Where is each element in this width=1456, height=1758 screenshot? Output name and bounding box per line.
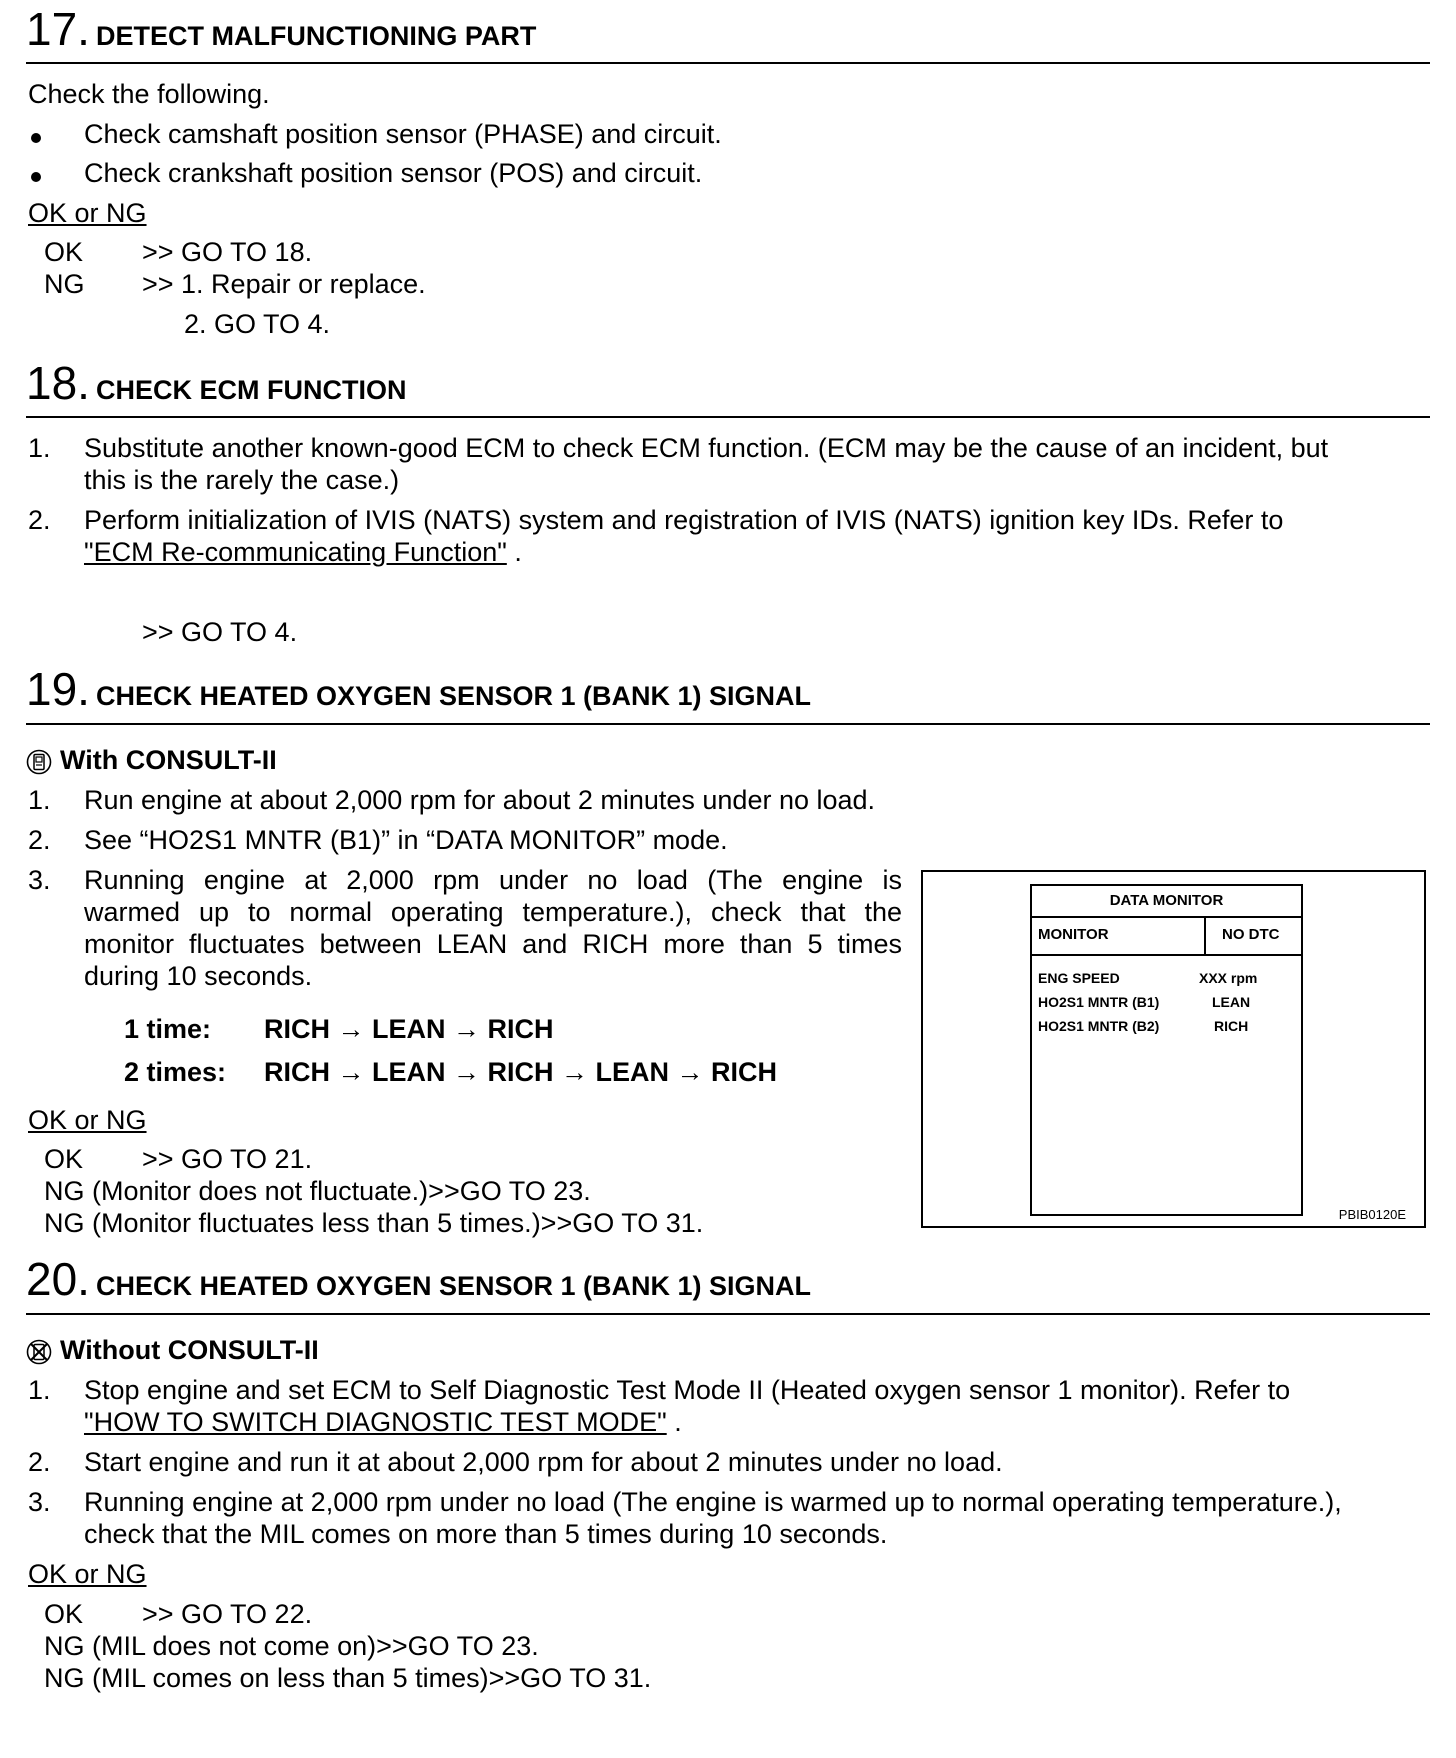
step-number: 17.: [26, 3, 90, 55]
ok-or-ng-label: OK or NG: [28, 1105, 147, 1135]
data-monitor-figure: [921, 870, 1426, 1228]
ok-action: >> GO TO 21.: [142, 1144, 313, 1174]
list-number: 3.: [28, 865, 51, 895]
step-17-intro: Check the following.: [28, 79, 270, 109]
one-time-sequence: RICH → LEAN → RICH: [264, 1014, 554, 1044]
step-20-item-2: Start engine and run it at about 2,000 rpm for about 2 minutes under no load.: [84, 1447, 1003, 1477]
step-18-item-2-line-2: [84, 536, 522, 568]
step-18-item-1-line-2: this is the rarely the case.): [84, 465, 400, 495]
step-17-heading: [26, 3, 537, 55]
row-1-value: XXX rpm: [1199, 970, 1258, 986]
step-17-bullet-2: Check crankshaft position sensor (POS) and circuit.: [84, 158, 703, 188]
step-number: 20.: [26, 1253, 90, 1305]
with-consult-text: With CONSULT-II: [60, 745, 277, 775]
row-3-value: RICH: [1214, 1018, 1249, 1034]
one-time-label: 1 time:: [124, 1014, 212, 1044]
step-19-item-1: Run engine at about 2,000 rpm for about 2 minutes under no load.: [84, 785, 876, 815]
ok-or-ng-label: OK or NG: [28, 1559, 147, 1589]
link-trailing-period: .: [666, 1407, 682, 1437]
step-20-heading: [26, 1253, 812, 1305]
switch-diagnostic-mode-link[interactable]: "HOW TO SWITCH DIAGNOSTIC TEST MODE": [84, 1407, 667, 1437]
list-number: 3.: [28, 1487, 51, 1517]
with-consult-label: [26, 744, 277, 776]
row-2-name: HO2S1 MNTR (B1): [1038, 994, 1160, 1010]
list-number: 1.: [28, 433, 51, 463]
ok-action: >> GO TO 18.: [142, 237, 313, 267]
step-19-item-3-line-3: monitor fluctuates between LEAN and RICH more than 5 times: [84, 929, 902, 959]
ok-label: OK: [44, 1144, 84, 1174]
step-19-item-3-line-2: warmed up to normal operating temperature.), check that the: [84, 897, 902, 927]
step-title: DETECT MALFUNCTIONING PART: [95, 21, 537, 51]
header-divider: [1204, 916, 1206, 954]
without-consult-text: Without CONSULT-II: [60, 1335, 319, 1365]
ok-or-ng-label: OK or NG: [28, 198, 147, 228]
ok-label: OK: [44, 1599, 84, 1629]
ng-action-1: >> 1. Repair or replace.: [142, 269, 426, 299]
row-2-value: LEAN: [1212, 994, 1251, 1010]
step-19-item-3-line-1: Running engine at 2,000 rpm under no load (The engine is: [84, 865, 902, 895]
list-number: 1.: [28, 1375, 51, 1405]
step-number: 18.: [26, 357, 90, 409]
list-number: 2.: [28, 825, 51, 855]
step-title: CHECK ECM FUNCTION: [95, 375, 407, 405]
no-consult-icon: [26, 1339, 52, 1365]
link-trailing-period: .: [506, 537, 522, 567]
section-divider: [26, 416, 1430, 418]
step-17-bullet-1: Check camshaft position sensor (PHASE) and circuit.: [84, 119, 722, 149]
consult-tool-icon: [26, 749, 52, 775]
ng-action-2: NG (Monitor fluctuates less than 5 times.)>>GO TO 31.: [44, 1208, 704, 1238]
screen-title: DATA MONITOR: [1032, 886, 1301, 918]
data-monitor-screen: [1030, 884, 1303, 1216]
ng-action-2: 2. GO TO 4.: [184, 309, 331, 339]
two-times-label: 2 times:: [124, 1057, 227, 1087]
section-divider: [26, 62, 1430, 64]
bullet-icon: [31, 172, 41, 182]
step-19-item-3-line-4: during 10 seconds.: [84, 961, 313, 991]
step-number: 19.: [26, 663, 90, 715]
two-times-sequence: RICH → LEAN → RICH → LEAN → RICH: [264, 1057, 777, 1087]
step-18-goto: >> GO TO 4.: [142, 617, 298, 647]
ng-action-1: NG (Monitor does not fluctuate.)>>GO TO 23.: [44, 1176, 591, 1206]
without-consult-label: [26, 1334, 319, 1366]
row-3-name: HO2S1 MNTR (B2): [1038, 1018, 1160, 1034]
row-1-name: ENG SPEED: [1038, 970, 1120, 986]
step-18-heading: [26, 357, 407, 409]
ok-label: OK: [44, 237, 84, 267]
step-20-item-3-line-2: check that the MIL comes on more than 5 times during 10 seconds.: [84, 1519, 888, 1549]
step-20-item-1-line-1: Stop engine and set ECM to Self Diagnostic Test Mode II (Heated oxygen sensor 1 monitor). Refer to: [84, 1375, 1291, 1405]
section-divider: [26, 1313, 1430, 1315]
step-20-item-1-line-2: [84, 1406, 682, 1438]
no-dtc-label: NO DTC: [1222, 926, 1280, 943]
ng-label: NG: [44, 269, 85, 299]
step-20-item-3-line-1: Running engine at 2,000 rpm under no load (The engine is warmed up to normal operating temperature.),: [84, 1487, 1342, 1517]
monitor-column-label: MONITOR: [1038, 926, 1109, 943]
step-18-item-1-line-1: Substitute another known-good ECM to check ECM function. (ECM may be the cause of an incident, but: [84, 433, 1329, 463]
section-divider: [26, 723, 1430, 725]
ecm-recommunicating-link[interactable]: "ECM Re-communicating Function": [84, 537, 507, 567]
list-number: 2.: [28, 505, 51, 535]
step-title: CHECK HEATED OXYGEN SENSOR 1 (BANK 1) SIGNAL: [95, 681, 812, 711]
step-title: CHECK HEATED OXYGEN SENSOR 1 (BANK 1) SIGNAL: [95, 1271, 812, 1301]
list-number: 1.: [28, 785, 51, 815]
ng-action-2: NG (MIL comes on less than 5 times)>>GO TO 31.: [44, 1663, 652, 1693]
list-number: 2.: [28, 1447, 51, 1477]
ng-action-1: NG (MIL does not come on)>>GO TO 23.: [44, 1631, 539, 1661]
figure-code: PBIB0120E: [1338, 1207, 1406, 1222]
ok-action: >> GO TO 22.: [142, 1599, 313, 1629]
step-18-item-2-line-1: Perform initialization of IVIS (NATS) system and registration of IVIS (NATS) ignition key IDs. Refer to: [84, 505, 1284, 535]
screen-header: [1032, 916, 1301, 956]
step-19-item-2: See “HO2S1 MNTR (B1)” in “DATA MONITOR” mode.: [84, 825, 728, 855]
step-19-heading: [26, 663, 812, 715]
bullet-icon: [31, 133, 41, 143]
